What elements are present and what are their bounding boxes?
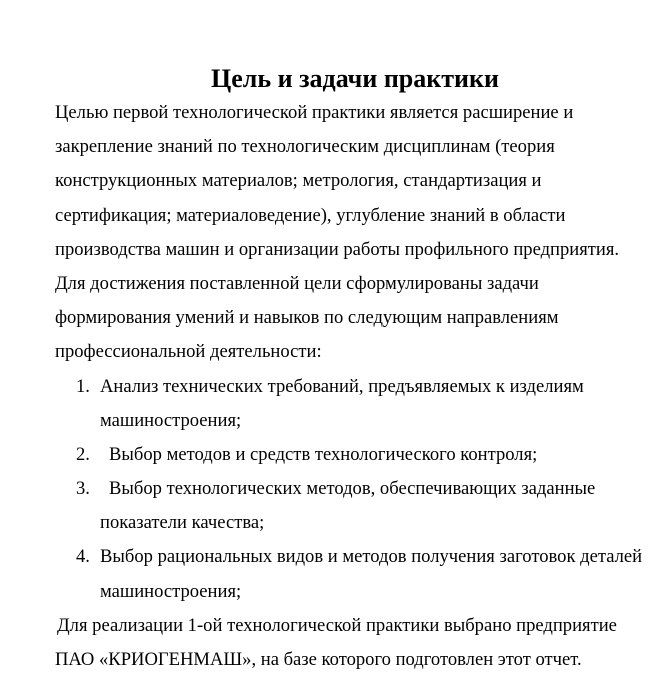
intro-line: Целью первой технологической практики является расширение и xyxy=(55,102,574,123)
intro-line: закрепление знаний по технологическим дисциплинам (теория xyxy=(55,136,555,158)
list-item-2 xyxy=(0,438,665,472)
list-item-continuation: машиностроения; xyxy=(100,580,242,602)
closing-line: Для реализации 1-ой технологической практики выбрано предприятие xyxy=(57,614,617,636)
page-title: Цель и задачи практики xyxy=(211,64,499,93)
list-item-text: Анализ технических требований, предъявляемых к изделиям xyxy=(100,375,584,397)
list-item-3 xyxy=(0,472,665,506)
list-number: 3. xyxy=(76,478,90,500)
list-item-text: Выбор технологических методов, обеспечивающих заданные xyxy=(109,478,596,500)
list-number: 4. xyxy=(76,546,90,568)
intro-line: конструкционных материалов; метрология, стандартизация и xyxy=(55,170,542,192)
document-body xyxy=(0,96,665,677)
list-number: 1. xyxy=(76,375,90,397)
intro-line: Для достижения поставленной цели сформулированы задачи xyxy=(55,272,539,294)
list-item-continuation: показатели качества; xyxy=(100,512,265,534)
intro-line: профессиональной деятельности: xyxy=(55,341,322,363)
list-item-text: Выбор методов и средств технологического контроля; xyxy=(109,443,538,465)
list-item-text: Выбор рациональных видов и методов получения заготовок деталей xyxy=(100,546,643,568)
list-number: 2. xyxy=(76,443,90,465)
list-item-1 xyxy=(0,370,665,404)
list-item-4 xyxy=(0,540,665,574)
list-item-continuation: машиностроения; xyxy=(100,409,242,431)
intro-line: формирования умений и навыков по следующим направлениям xyxy=(55,307,559,329)
intro-line: сертификация; материаловедение), углубление знаний в области xyxy=(55,204,566,226)
intro-line: производства машин и организации работы профильного предприятия. xyxy=(55,238,620,260)
closing-line: ПАО «КРИОГЕНМАШ», на базе которого подготовлен этот отчет. xyxy=(55,649,582,670)
